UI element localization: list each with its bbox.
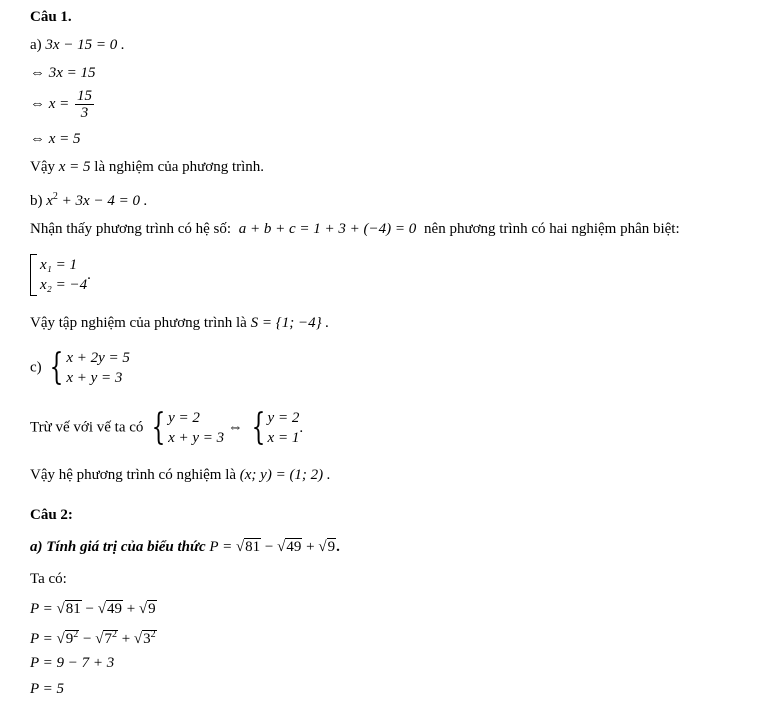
text: là nghiệm của phương trình. bbox=[94, 159, 265, 175]
math-inline: (x; y) = (1; 2) . bbox=[239, 467, 331, 483]
equation-system bbox=[45, 348, 129, 388]
period: . bbox=[299, 420, 304, 436]
step-3: P = 9 − 7 + 3 bbox=[30, 655, 115, 671]
system-eq-2: x + y = 3 bbox=[168, 430, 225, 446]
part-a-step3: ⇔ x = 5 bbox=[30, 131, 81, 147]
text: nên phương trình có hai nghiệm phân biệt: bbox=[424, 221, 680, 237]
question-2-heading: a) Tính giá trị của biểu thức P = √81 − √49 + √9. bbox=[30, 539, 340, 555]
text: Trừ vế với vế ta có bbox=[30, 419, 144, 436]
base: 3 bbox=[143, 631, 151, 647]
part-a-step2 bbox=[30, 88, 96, 121]
part-a-label: a) bbox=[30, 37, 42, 53]
ta-co-text: Ta có: bbox=[30, 571, 67, 587]
sqrt-81: √81 bbox=[56, 601, 81, 617]
text: Vậy tập nghiệm của phương trình là bbox=[30, 315, 247, 331]
system-eq-1: x + 2y = 5 bbox=[66, 350, 130, 366]
part-c-subtraction bbox=[30, 408, 303, 448]
plus: + bbox=[121, 631, 131, 647]
math-P: P = bbox=[30, 601, 53, 617]
system-eq-2: x + y = 3 bbox=[66, 370, 123, 386]
part-a-expr: 3x − 15 = 0 . bbox=[45, 37, 125, 53]
equivalence-symbol: ⇔ bbox=[227, 419, 243, 436]
equation-system bbox=[247, 408, 303, 448]
math-inline: x = 5 bbox=[58, 159, 91, 175]
text: Vậy hệ phương trình có nghiệm là bbox=[30, 467, 237, 483]
part-a-conclusion bbox=[30, 158, 264, 176]
part-c-conclusion bbox=[30, 466, 331, 484]
period: . bbox=[87, 267, 91, 283]
question-2-title: Câu 2: bbox=[30, 507, 73, 523]
plus: + bbox=[126, 601, 136, 617]
part-a-step2-lhs: ⇔ x = bbox=[30, 95, 70, 112]
bracket-system bbox=[30, 254, 91, 296]
sqrt-49: √49 bbox=[277, 539, 302, 555]
equation-system bbox=[147, 408, 224, 448]
radicand: 81 bbox=[65, 601, 81, 617]
radicand: 9 bbox=[327, 539, 336, 555]
curly-brace: { bbox=[251, 407, 265, 448]
question-1-title: Câu 1. bbox=[30, 9, 72, 25]
system-eq-1: y = 2 bbox=[168, 410, 200, 426]
radicand: 9 bbox=[148, 601, 156, 617]
system-eq-1: y = 2 bbox=[267, 410, 300, 426]
part-b-conclusion bbox=[30, 314, 329, 332]
exponent: 2 bbox=[73, 629, 79, 640]
root-1: x₁ = 1 bbox=[40, 257, 77, 273]
sqrt-9: √9 bbox=[318, 539, 336, 555]
sqrt-3-squared: $√3^2$ bbox=[133, 629, 156, 647]
math-inline: S = {1; −4} . bbox=[250, 315, 330, 331]
minus: − bbox=[264, 539, 274, 555]
part-b-equation bbox=[30, 188, 147, 210]
fraction-denominator: 3 bbox=[80, 105, 89, 121]
math-rest: + 3x − 4 = 0 . bbox=[57, 193, 148, 209]
part-a-step1: ⇔ 3x = 15 bbox=[30, 65, 96, 81]
text: Vậy bbox=[30, 159, 55, 175]
part-b-roots bbox=[30, 254, 91, 296]
base: 7 bbox=[104, 631, 112, 647]
math-inline: a + b + c = 1 + 3 + (−4) = 0 bbox=[238, 221, 417, 237]
text: Nhận thấy phương trình có hệ số: bbox=[30, 221, 232, 237]
math-x: x bbox=[46, 193, 53, 209]
radicand: 81 bbox=[245, 539, 261, 555]
exponent: 2 bbox=[150, 629, 156, 640]
heading-text: a) Tính giá trị của biểu thức bbox=[30, 539, 206, 555]
sqrt-7-squared: $√7^2$ bbox=[95, 629, 117, 647]
step-1 bbox=[30, 600, 157, 618]
exponent: 2 bbox=[111, 629, 117, 640]
square-bracket bbox=[30, 254, 37, 296]
sqrt-9-squared: $√9^2$ bbox=[56, 629, 79, 647]
radicand: 49 bbox=[106, 601, 122, 617]
fraction bbox=[75, 88, 94, 121]
curly-brace: { bbox=[151, 407, 166, 448]
part-a-equation bbox=[30, 36, 125, 54]
part-c-label: c) bbox=[30, 359, 42, 376]
step-2 bbox=[30, 626, 157, 648]
radicand: 49 bbox=[286, 539, 302, 555]
plus: + bbox=[306, 539, 315, 555]
system-eq-2: x = 1 bbox=[267, 430, 300, 446]
sqrt-81: √81 bbox=[235, 539, 261, 555]
minus: − bbox=[85, 601, 94, 617]
sqrt-49: √49 bbox=[97, 601, 122, 617]
math-P: P = bbox=[30, 631, 53, 647]
part-b-note bbox=[30, 220, 680, 238]
math-P: P = bbox=[209, 539, 233, 555]
fraction-numerator: 15 bbox=[77, 88, 93, 104]
part-c-system bbox=[30, 348, 130, 388]
curly-brace: { bbox=[49, 347, 64, 388]
base: 9 bbox=[65, 631, 74, 647]
minus: − bbox=[83, 631, 92, 647]
root-2: x₂ = −4 bbox=[40, 277, 88, 293]
part-b-label: b) bbox=[30, 193, 43, 209]
step-4: P = 5 bbox=[30, 681, 65, 697]
sqrt-9: √9 bbox=[138, 601, 156, 617]
exponent: 2 bbox=[52, 191, 58, 202]
